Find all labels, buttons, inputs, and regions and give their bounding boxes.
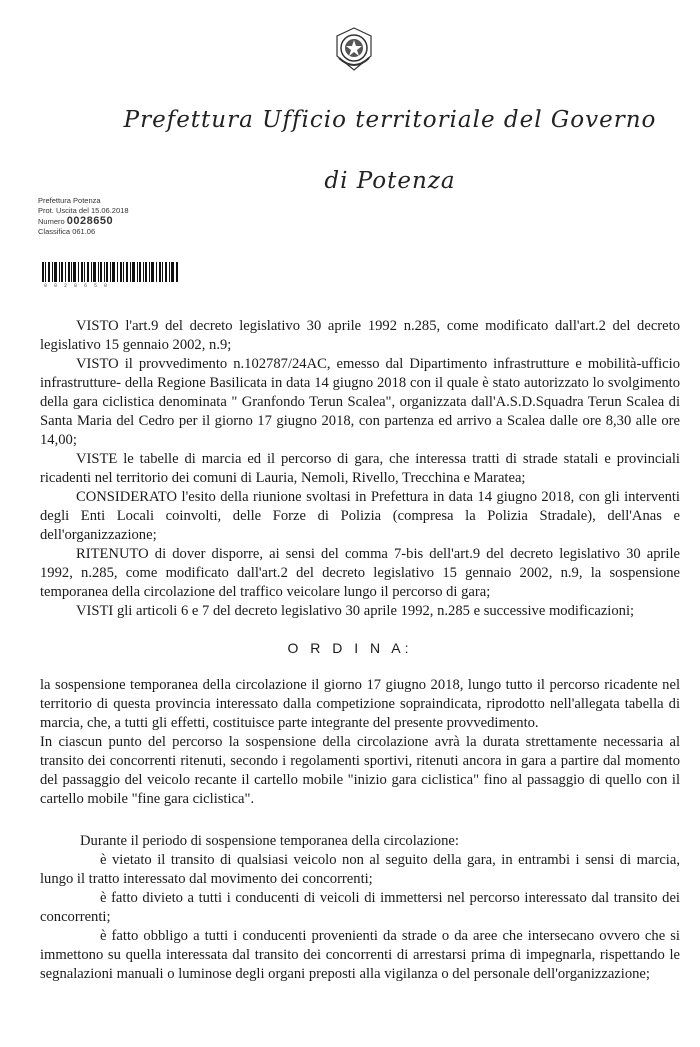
protocol-prot-label: Prot. <box>38 206 54 215</box>
protocol-office: Prefettura Potenza <box>38 196 101 205</box>
rule-3: è fatto obbligo a tutti i conducenti provenienti da strade o da aree che intersecano ovvero che si immettono su quella interessata dal transito dei concorrenti di arrestarsi prima di impegnarla, rispettando le segnalazioni manuali o luminose degli organi preposti alla vigilanza o del personale dell'organizzazione; <box>40 928 680 982</box>
protocol-prot-value: Uscita del 15.06.2018 <box>55 206 129 215</box>
order-paragraph-2: In ciascun punto del percorso la sospensione della circolazione avrà la durata strettamente necessaria al transito dei concorrenti ritenuti, secondo i regolamenti sportivi, ritenuti ancora in gara a partire dal momento del passaggio del veicolo recante il cartello mobile "inizio gara ciclistica" fino al passaggio di quello con il cartello mobile "fine gara ciclistica". <box>40 734 680 807</box>
protocol-number-label: Numero <box>38 217 65 226</box>
paragraph-viste: VISTE le tabelle di marcia ed il percorso di gara, che interessa tratti di strade statali e provinciali ricadenti nel territorio dei comuni di Lauria, Nemoli, Rivello, Trecchina e Maratea; <box>40 451 680 486</box>
prefecture-heading: Prefettura Ufficio territoriale del Governo <box>123 107 657 133</box>
prefecture-city: di Potenza <box>324 168 456 194</box>
rules-section <box>40 832 680 984</box>
preamble <box>40 317 680 621</box>
protocol-class-value: 061.06 <box>72 227 96 236</box>
paragraph-visti: VISTI gli articoli 6 e 7 del decreto legislativo 30 aprile 1992, n.285 e successive modificazioni; <box>76 603 635 619</box>
ordina-heading: O R D I N A: <box>287 640 413 656</box>
protocol-stamp <box>38 196 129 237</box>
protocol-class-label: Classifica <box>38 227 71 236</box>
order-body <box>40 676 680 809</box>
paragraph-ritenuto: RITENUTO di dover disporre, ai sensi del comma 7-bis dell'art.9 del decreto legislativo 30 aprile 1992, n.285, come modificato dall'art.2 del decreto legislativo 15 gennaio 2002, n.9, la sospensione temporanea della circolazione del traffico veicolare lungo il percorso di gara; <box>40 546 680 600</box>
republic-emblem-icon <box>333 26 375 72</box>
rule-1: è vietato il transito di qualsiasi veicolo non al seguito della gara, in entrambi i sensi di marcia, lungo il tratto interessato dal movimento dei concorrenti; <box>40 852 680 887</box>
protocol-number: 0028650 <box>66 215 114 227</box>
barcode-number: 0 0 2 8 6 5 0 <box>44 283 110 289</box>
paragraph-visto-1: VISTO l'art.9 del decreto legislativo 30 aprile 1992 n.285, come modificato dall'art.2 del decreto legislativo 15 gennaio 2002, n.9; <box>40 318 680 353</box>
order-paragraph-1: la sospensione temporanea della circolazione il giorno 17 giugno 2018, lungo tutto il percorso ricadente nel territorio di questa provincia interessato dalla competizione sopraindicata, riprodotto nell'allegata tabella di marcia, che, a tutti gli effetti, costituisce parte integrante del presente provvedimento. <box>40 677 680 731</box>
rules-intro: Durante il periodo di sospensione temporanea della circolazione: <box>80 833 459 849</box>
barcode-icon <box>42 262 178 282</box>
paragraph-visto-2: VISTO il provvedimento n.102787/24AC, emesso dal Dipartimento infrastrutture e mobilità-ufficio infrastrutture- della Regione Basilicata in data 14 giugno 2018 con il quale è stato autorizzato lo svolgimento della gara ciclistica denominata " Granfondo Terun Scalea", organizzata dall'A.S.D.Squadra Terun Scalea di Santa Maria del Cedro per il giorno 17 giugno 2018, con partenza ed arrivo a Scalea dalle ore 8,30 alle ore 14,00; <box>40 356 680 448</box>
rule-2: è fatto divieto a tutti i conducenti di veicoli di immettersi nel percorso interessato dal transito dei concorrenti; <box>40 890 680 925</box>
paragraph-considerato: CONSIDERATO l'esito della riunione svoltasi in Prefettura in data 14 giugno 2018, con gli interventi degli Enti Locali coinvolti, delle Forze di Polizia (compresa la Polizia Stradale), dell'Anas e dell'organizzazione; <box>40 489 680 543</box>
